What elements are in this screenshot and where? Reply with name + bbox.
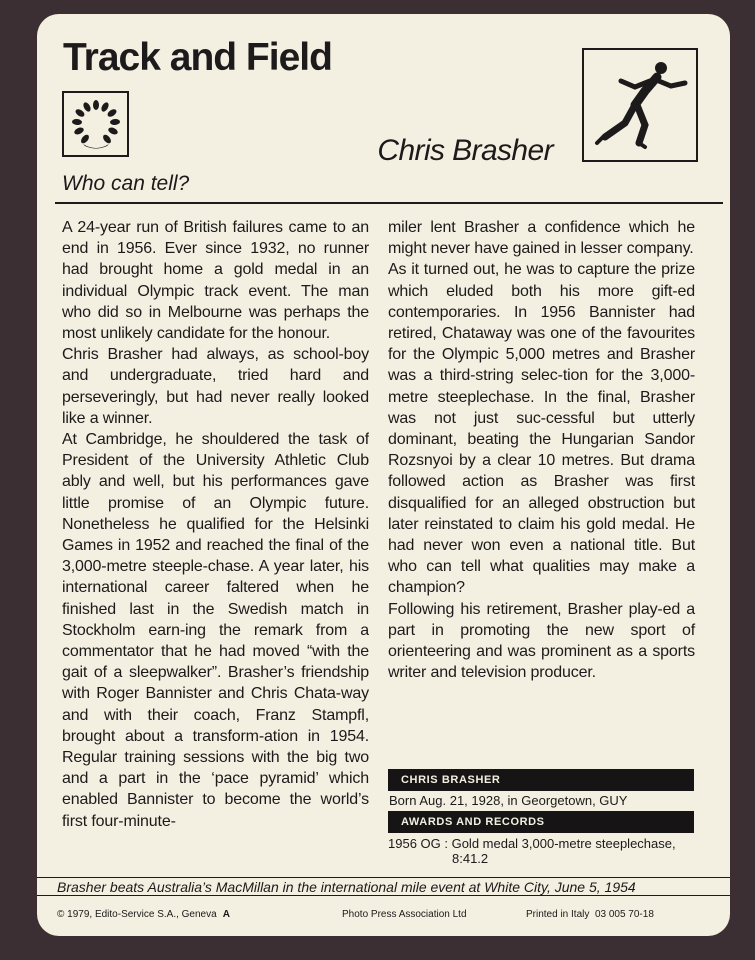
card-title: Track and Field [63, 36, 332, 79]
running-athlete-icon [582, 48, 698, 162]
copyright-text: © 1979, Edito-Service S.A., Geneva [57, 909, 217, 920]
paragraph: At Cambridge, he shouldered the task of President of the University Athletic Club ably and well, but his performances gave little promise of an Olympic future. Nonetheless he qualified for the Helsinki Games in 1952 and reached the final of the 3,000-metre steeple-chase. A year later, his international career faltered when he finished last in the Swedish match in Stockholm earn-ing the remark from a commentator that he had moved “with the gait of a sleepwalker”. Brasher’s friendship with Roger Bannister and Chris Chata-way and with their coach, Franz Stampfl, brought about a transform-ation in 1954. Regular training sessions with the big two and a part in the ‘pace pyramid’ which enabled Bannister to become the world’s first four-minute- [62, 431, 369, 830]
paragraph: miler lent Brasher a confidence which he might never have gained in lesser company. [388, 219, 695, 258]
paragraph: A 24-year run of British failures came to an end in 1956. Ever since 1932, no runner had brought home a gold medal in an individual Olympic track event. The man who did so in Melbourne was perhaps the most unlikely candidate for the honour. [62, 219, 369, 343]
divider [37, 895, 730, 896]
photo-caption: Brasher beats Australia’s MacMillan in the international mile event at White City, June 5, 1954 [57, 879, 636, 895]
laurel-wreath-icon [62, 91, 129, 157]
article-subtitle: Who can tell? [62, 172, 190, 195]
paragraph: Chris Brasher had always, as school-boy and undergraduate, tried hard and perseveringly, but had never really looked like a winner. [62, 346, 369, 427]
print-info [526, 909, 654, 920]
awards-header: AWARDS AND RECORDS [388, 811, 694, 833]
trading-card [37, 14, 730, 936]
copyright [57, 909, 230, 920]
card-letter: A [222, 909, 230, 920]
birth-info: Born Aug. 21, 1928, in Georgetown, GUY [389, 793, 628, 808]
body-column-left [62, 217, 369, 882]
paragraph: As it turned out, he was to capture the prize which eluded both his more gift-ed contemporaries. In 1956 Bannister had retired, Chataway was one of the favourites for the Olympic 5,000 metres and Brasher was a third-string selec-tion for the 3,000-metre steeplechase. In the final, Brasher was not just suc-cessful but utterly dominant, beating the Hungarian Sandor Rozsnyoi by a clear 10 metres. But drama followed action as Brasher was first disqualified for an alleged obstruction but later reinstated to claim his gold medal. He had never won even a national title. But who can tell what qualities may make a champion? [388, 261, 695, 597]
divider [55, 202, 723, 204]
photo-credit: Photo Press Association Ltd [342, 909, 467, 920]
athlete-info-header: CHRIS BRASHER [388, 769, 694, 791]
card-code: 03 005 70-18 [594, 909, 654, 920]
divider [37, 877, 730, 878]
body-column-right [388, 217, 695, 683]
athlete-name: Chris Brasher [377, 134, 553, 167]
paragraph: Following his retirement, Brasher play-ed a part in promoting the new sport of orienteering and was prominent as a sports writer and television producer. [388, 600, 695, 682]
record-line: 1956 OG : Gold medal 3,000-metre steeplechase, [388, 836, 676, 851]
record-time: 8:41.2 [452, 851, 489, 866]
printed-in: Printed in Italy [526, 909, 590, 920]
